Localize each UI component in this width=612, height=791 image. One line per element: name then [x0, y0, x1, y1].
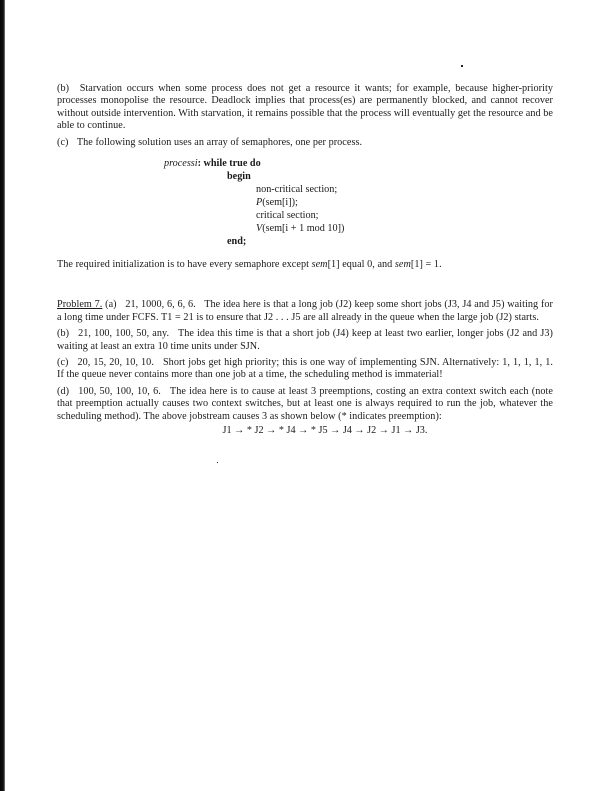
problem7-d-paragraph: (d) 100, 50, 100, 10, 6. The idea here is to cause at least 3 preemptions, costing an extra context switch each (note that preemption actually causes two context switches, but at least one is always required to run the job, whatever the scheduling method). The above jobstream causes 3 as shown below (* indicates preemption): — [57, 385, 553, 422]
preemption-sequence: J1 → * J2 → * J4 → * J5 → J4 → J2 → J1 → J3. — [222, 425, 428, 437]
part-c-paragraph — [57, 137, 553, 149]
part-b-paragraph — [57, 83, 553, 133]
semaphore-code-block — [57, 155, 553, 248]
code-header: processi: while true do — [164, 158, 261, 170]
code-line-critical: critical section; — [256, 210, 319, 222]
document-page — [57, 83, 553, 438]
problem7-a-paragraph: Problem 7. (a) 21, 1000, 6, 6, 6. The idea here is that a long job (J2) keep some short jobs (J3, J4 and J5) waiting for a long time under FCFS. T1 = 21 is to ensure that J2 . . . J5 are all already in the queue when the large job (J2) starts. — [57, 299, 553, 323]
scan-edge-shadow — [0, 0, 5, 791]
initialization-paragraph: The required initialization is to have every semaphore except sem[1] equal 0, and sem[1] = 1. — [57, 259, 442, 271]
part-b-label: (b) — [57, 83, 70, 94]
part-c-label: (c) — [57, 136, 69, 148]
problem7-c-paragraph: (c) 20, 15, 20, 10, 10. Short jobs get high priority; this is one way of implementing SJN. Alternatively: 1, 1, 1, 1, 1. If the queue never contains more than one job at a time, the scheduling method is immaterial! — [57, 357, 554, 381]
code-end: end; — [227, 236, 247, 248]
code-line-p: P(sem[i]); — [256, 197, 298, 209]
part-b-text: Starvation occurs when some process does not get a resource it wants; for example, because higher-priority processes monopolise the resource. Deadlock implies that process(es) are permanently blocked, and cannot recover without outside intervention. With starvation, it remains possible that the process will eventually get the resource and be able to continue. — [57, 83, 553, 132]
problem7-c-values: 20, 15, 20, 10, 10. — [77, 357, 154, 369]
problem7-b-values: 21, 100, 100, 50, any. — [78, 328, 170, 340]
part-c-text: The following solution uses an array of semaphores, one per process. — [76, 136, 363, 148]
problem7-d-values: 100, 50, 100, 10, 6. — [78, 385, 161, 397]
scan-speck — [461, 65, 463, 67]
problem7-a-values: 21, 1000, 6, 6, 6. — [125, 299, 196, 311]
code-begin: begin — [227, 171, 251, 183]
problem7-heading: Problem 7. — [57, 299, 103, 311]
problem7-b-paragraph: (b) 21, 100, 100, 50, any. The idea this time is that a short job (J4) keep at least two earlier, longer jobs (J2 and J3) waiting at least an extra 10 time units under SJN. — [57, 328, 553, 352]
scan-speck — [217, 462, 218, 463]
code-line-noncritical: non-critical section; — [256, 184, 338, 196]
code-line-v: V(sem[i + 1 mod 10]) — [256, 223, 345, 235]
